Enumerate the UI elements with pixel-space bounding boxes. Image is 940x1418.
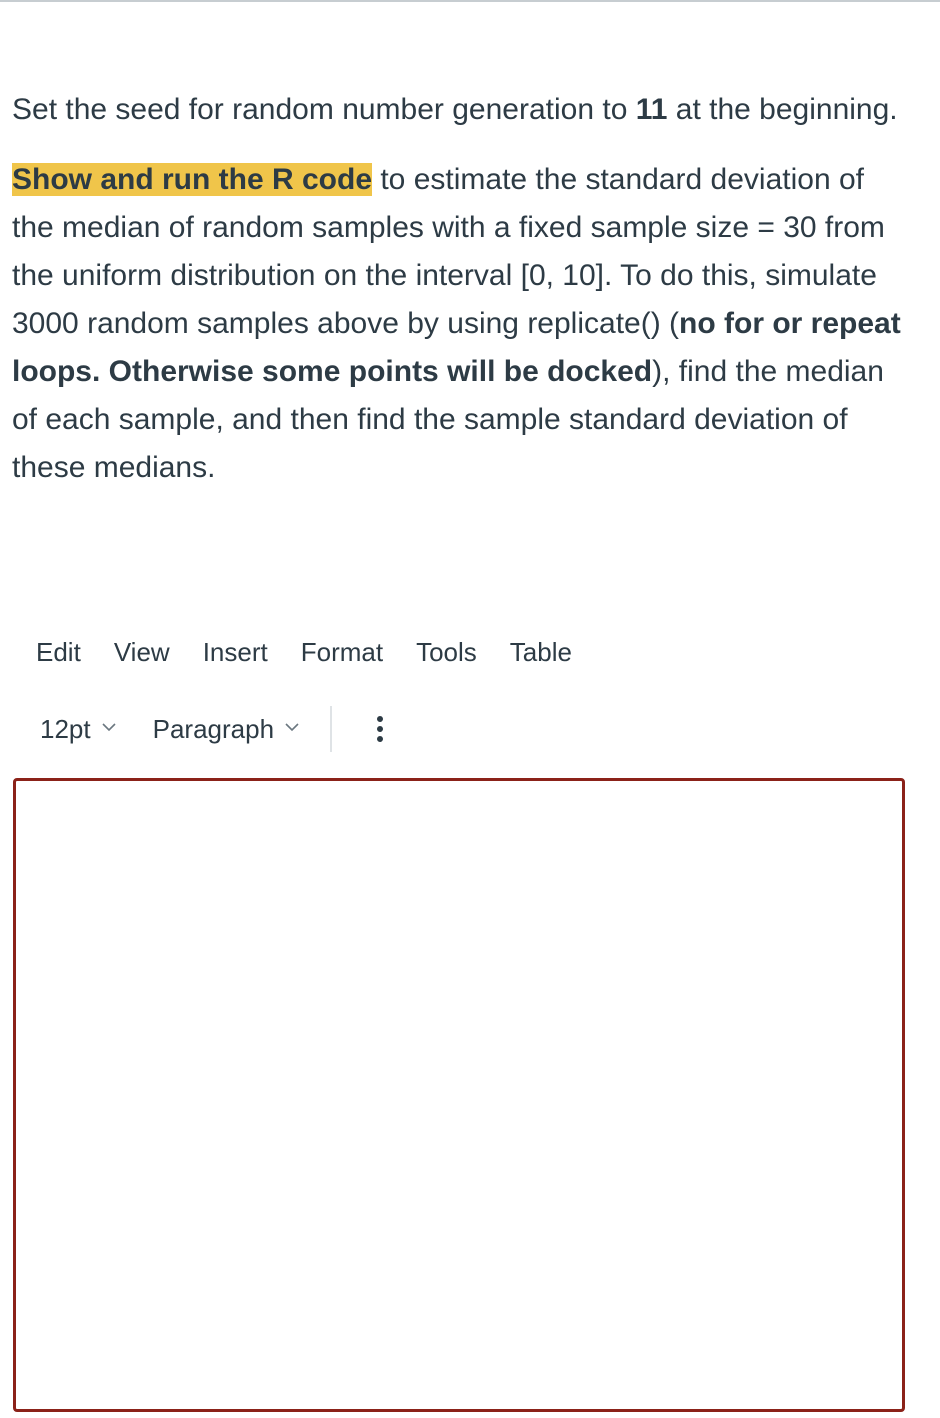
- chevron-down-icon: [284, 719, 300, 735]
- block-format-dropdown[interactable]: [153, 706, 300, 752]
- menu-tools[interactable]: Tools: [416, 637, 477, 667]
- block-format-value: Paragraph: [152, 713, 275, 744]
- more-tools-button[interactable]: [370, 709, 390, 749]
- font-size-value: 12pt: [40, 713, 91, 744]
- toolbar-divider: [330, 706, 332, 752]
- vertical-ellipsis-icon: [377, 714, 383, 744]
- loop-warning: no for or repeat loops. Otherwise some points will be docked: [12, 307, 901, 388]
- question-paragraph-seed: Set the seed for random number generation to 11 at the beginning.: [12, 93, 898, 126]
- question-paragraph-task: Show and run the R code to estimate the standard deviation of the median of random samples with a fixed sample size = 30 from the uniform distribution on the interval [0, 10]. To do this, simulate 3000 random samples above by using replicate() (no for or repeat loops. Otherwise some points will be docked), find the median of each sample, and then find the sample standard deviation of these medians.: [12, 163, 901, 484]
- font-size-dropdown[interactable]: [40, 706, 117, 752]
- menu-view[interactable]: View: [113, 637, 170, 667]
- question-text: [12, 86, 912, 514]
- menu-insert[interactable]: Insert: [202, 637, 268, 667]
- editor-toolbar: [40, 706, 390, 752]
- menu-format[interactable]: Format: [300, 637, 384, 667]
- menu-table[interactable]: Table: [509, 637, 572, 667]
- menu-edit[interactable]: Edit: [36, 637, 81, 667]
- rich-text-editor-area[interactable]: [13, 778, 905, 1412]
- top-divider: [0, 0, 940, 2]
- highlighted-instruction: Show and run the R code: [12, 163, 373, 196]
- chevron-down-icon: [101, 719, 117, 735]
- editor-menubar: [36, 632, 605, 672]
- seed-value: 11: [635, 93, 668, 126]
